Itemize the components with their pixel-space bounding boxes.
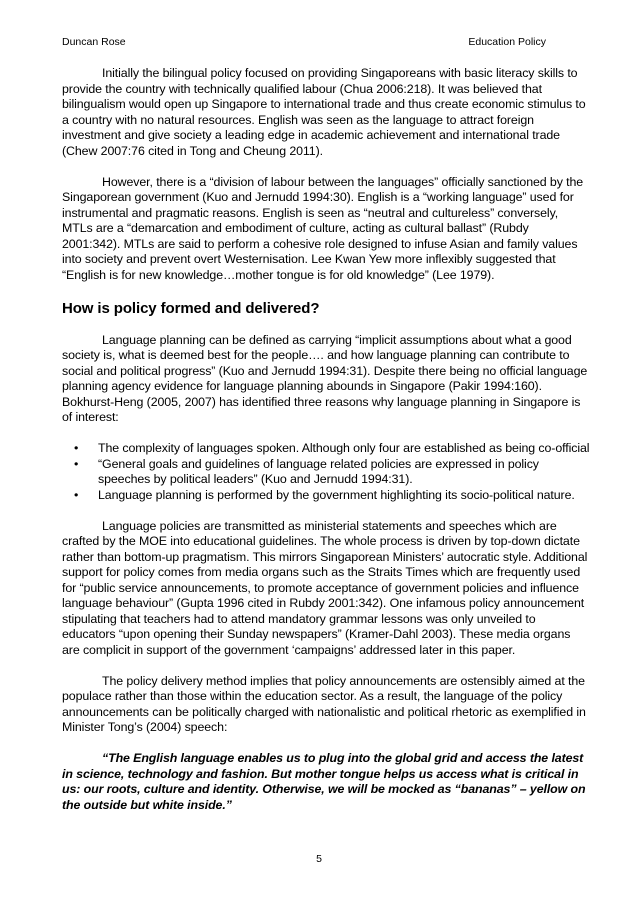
page-header: [62, 36, 546, 48]
page-body: [62, 66, 590, 813]
list-item-text: The complexity of languages spoken. Although only four are established as being co-official: [98, 441, 590, 455]
paragraph-language-planning: Language planning can be defined as carrying “implicit assumptions about what a good society is, what is deemed best for the people…. and how language planning can contribute to social and political progress” (Kuo and Jernudd 1994:31). Despite there being no official language planning agency evidence for language planning abounds in Singapore (Pakir 1994:160). Bokhurst-Heng (2005, 2007) has identified three reasons why language planning in Singapore is of interest:: [62, 332, 588, 424]
section-heading: How is policy formed and delivered?: [62, 299, 320, 317]
minister-quote: “The English language enables us to plug into the global grid and access the latest in science, technology and fashion. But mother tongue helps us access what is critical in us: our roots, culture and identity. Otherwise, we will be mocked as “bananas” – yellow on the outside but white inside.”: [62, 751, 586, 812]
page-number: 5: [316, 853, 322, 865]
bullet-icon: •: [74, 456, 79, 471]
bullet-icon: •: [74, 441, 79, 455]
list-item: [62, 457, 590, 488]
list-item-text: “General goals and guidelines of language related policies are expressed in policy speeches by political leaders” (Kuo and Jernudd 1994:31).: [98, 456, 539, 486]
list-item: [62, 488, 590, 504]
list-item-text: Language planning is performed by the government highlighting its socio-political nature.: [98, 487, 575, 502]
bullet-icon: •: [74, 487, 79, 502]
header-title: Education Policy: [468, 36, 546, 48]
list-item: [62, 441, 590, 457]
paragraph-bilingual-policy: Initially the bilingual policy focused on providing Singaporeans with basic literacy skills to provide the country with technically qualified labour (Chua 2006:218). It was believed that bilingualism would open up Singapore to international trade and thus create economic stimulus to a country with no natural resources. English was seen as the language to attract foreign investment and give society a leading edge in academic achievement and international trade (Chew 2007:76 cited in Tong and Cheung 2011).: [62, 66, 586, 158]
header-author: Duncan Rose: [62, 36, 126, 48]
paragraph-policy-delivery: The policy delivery method implies that policy announcements are ostensibly aimed at the populace rather than those within the education sector. As a result, the language of the policy announcements can be politically charged with nationalistic and political rhetoric as exemplified in Minister Tong’s (2004) speech:: [62, 673, 586, 734]
paragraph-policy-transmission: Language policies are transmitted as ministerial statements and speeches which are crafted by the MOE into educational guidelines. The whole process is driven by top-down dictate rather than bottom-up pragmatism. This mirrors Singaporean Ministers’ autocratic style. Additional support for policy comes from media organs such as the Straits Times which are frequently used for “public service announcements, to promote acceptance of government policies and influence language behaviour” (Gupta 1996 cited in Rubdy 2001:342). One infamous policy announcement stipulating that teachers had to attend mandatory grammar lessons was only unveiled to educators “upon opening their Sunday newspapers” (Kramer-Dahl 2003). These media organs are complicit in support of the government ‘campaigns’ addressed later in this paper.: [62, 518, 588, 657]
paragraph-division-of-labour: However, there is a “division of labour between the languages” officially sanctioned by the Singaporean government (Kuo and Jernudd 1994:30). English is a “working language” used for instrumental and pragmatic reasons. English is seen as “neutral and cultureless” conversely, MTLs are a “demarcation and embodiment of culture, acting as cultural ballast” (Rubdy 2001:342). MTLs are said to perform a cohesive role designed to infuse Asian and family values into society and prevent overt Westernisation. Lee Kwan Yew more inflexibly suggested that “English is for new knowledge…mother tongue is for old knowledge” (Lee 1979).: [62, 174, 584, 282]
reasons-list: [62, 441, 590, 503]
